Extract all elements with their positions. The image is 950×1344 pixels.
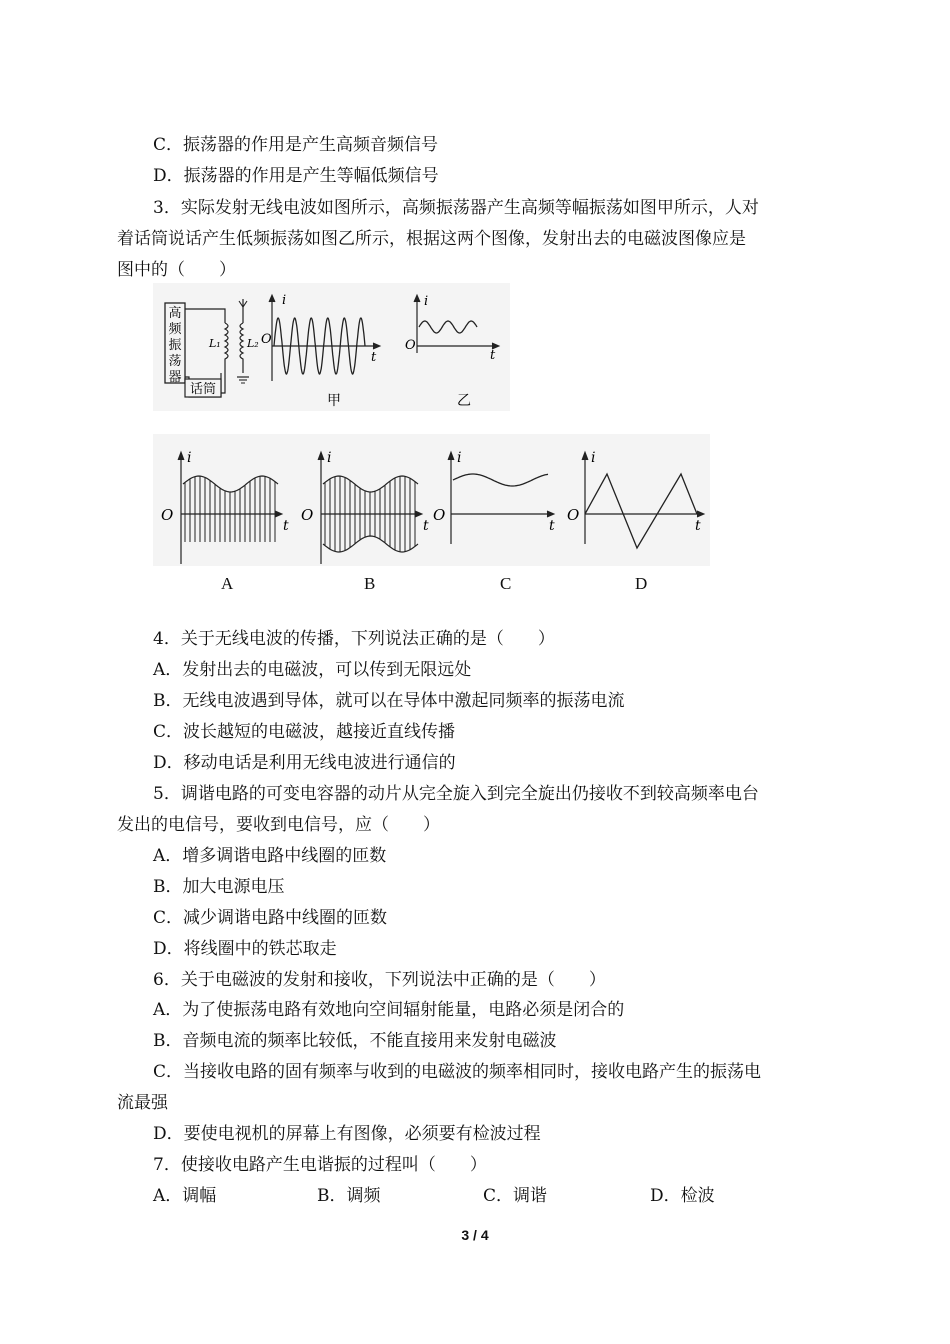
- q5-option-b: B．加大电源电压: [153, 877, 285, 897]
- oscillator-char-1: 高: [168, 306, 182, 321]
- a-envelope: [183, 476, 278, 492]
- oscillator-char-4: 荡: [168, 354, 182, 369]
- q6-option-c-line-1: C．当接收电路的固有频率与收到的电磁波的频率相同时，接收电路产生的振荡电: [153, 1062, 762, 1082]
- yi-axis-i: i: [424, 294, 429, 309]
- oscillator-char-5: 器: [168, 370, 182, 385]
- page-number: 3 / 4: [461, 1227, 489, 1243]
- option-label-d: D: [635, 574, 648, 593]
- c-axis-i: i: [457, 450, 462, 466]
- a-carrier: [185, 476, 275, 542]
- q6-stem: 6．关于电磁波的发射和接收，下列说法中正确的是（ ）: [153, 970, 606, 990]
- option-label-c: C: [500, 574, 512, 593]
- option-label-a: A: [221, 574, 234, 593]
- q7-option-a: A．调幅: [153, 1186, 217, 1206]
- jia-axis-t: t: [371, 350, 377, 365]
- q2-option-c: C．振荡器的作用是产生高频音频信号: [153, 135, 439, 155]
- q3-figure-options: [153, 434, 710, 566]
- d-triangle-wave: [585, 474, 697, 548]
- d-axis-i: i: [591, 450, 596, 466]
- yi-origin: O: [405, 338, 416, 353]
- q7-option-b: B．调频: [317, 1186, 381, 1206]
- q4-option-c: C．波长越短的电磁波，越接近直线传播: [153, 722, 456, 742]
- q3-figure-circuit: [153, 283, 510, 411]
- q6-option-a: A．为了使振荡电路有效地向空间辐射能量，电路必须是闭合的: [153, 1000, 625, 1020]
- q5-option-c: C．减少调谐电路中线圈的匝数: [153, 908, 388, 928]
- caption-yi: 乙: [457, 393, 471, 409]
- option-a-graph: [161, 450, 289, 564]
- q4-stem: 4．关于无线电波的传播，下列说法正确的是（ ）: [153, 629, 555, 649]
- a-axis-i: i: [187, 450, 192, 466]
- q7-option-d: D．检波: [650, 1186, 715, 1206]
- q6-option-d: D．要使电视机的屏幕上有图像，必须要有检波过程: [153, 1124, 541, 1144]
- oscillator-char-3: 振: [168, 338, 182, 353]
- c-origin: O: [433, 506, 446, 524]
- q6-option-b: B．音频电流的频率比较低，不能直接用来发射电磁波: [153, 1031, 557, 1051]
- q4-option-a: A．发射出去的电磁波，可以传到无限远处: [153, 660, 472, 680]
- q3-stem-line-1: 3．实际发射无线电波如图所示，高频振荡器产生高频等幅振荡如图甲所示，人对: [153, 198, 759, 218]
- option-c-graph: [433, 450, 555, 544]
- a-axis-t: t: [283, 518, 289, 534]
- coil-l1-label: L₁: [209, 337, 221, 350]
- q2-option-d: D．振荡器的作用是产生等幅低频信号: [153, 166, 439, 186]
- q5-stem-line-2: 发出的电信号，要收到电信号，应（ ）: [117, 815, 440, 835]
- option-b-graph: [301, 450, 429, 564]
- a-origin: O: [161, 506, 174, 524]
- jia-axis-i: i: [282, 293, 287, 308]
- option-label-b: B: [364, 574, 376, 593]
- yi-axis-t: t: [490, 348, 496, 363]
- q7-option-c: C．调谐: [483, 1186, 548, 1206]
- yi-low-frequency-wave: [419, 321, 477, 333]
- q5-stem-line-1: 5．调谐电路的可变电容器的动片从完全旋入到完全旋出仍接收不到较高频率电台: [153, 784, 759, 804]
- q5-option-a: A．增多调谐电路中线圈的匝数: [153, 846, 387, 866]
- b-axis-t: t: [423, 518, 429, 534]
- q5-option-d: D．将线圈中的铁芯取走: [153, 939, 337, 959]
- coil-l1: [225, 323, 228, 361]
- oscillator-char-2: 频: [168, 322, 182, 337]
- microphone-label: 话筒: [189, 382, 217, 397]
- coil-l2-label: L₂: [247, 337, 259, 350]
- b-origin: O: [301, 506, 314, 524]
- q4-option-b: B．无线电波遇到导体，就可以在导体中激起同频率的振荡电流: [153, 691, 625, 711]
- q3-stem-line-3: 图中的（ ）: [117, 260, 236, 280]
- option-d-graph: [567, 450, 704, 548]
- c-axis-t: t: [549, 518, 555, 534]
- d-axis-t: t: [695, 518, 701, 534]
- q7-stem: 7．使接收电路产生电谐振的过程叫（ ）: [153, 1155, 487, 1175]
- q3-stem-line-2: 着话筒说话产生低频振荡如图乙所示，根据这两个图像，发射出去的电磁波图像应是: [117, 229, 746, 249]
- q4-option-d: D．移动电话是利用无线电波进行通信的: [153, 753, 456, 773]
- b-axis-i: i: [327, 450, 332, 466]
- jia-origin: O: [261, 332, 272, 347]
- coil-l2: [240, 323, 243, 373]
- caption-jia: 甲: [327, 393, 341, 409]
- q6-option-c-line-2: 流最强: [117, 1093, 168, 1113]
- d-origin: O: [567, 506, 580, 524]
- c-wave: [453, 474, 548, 486]
